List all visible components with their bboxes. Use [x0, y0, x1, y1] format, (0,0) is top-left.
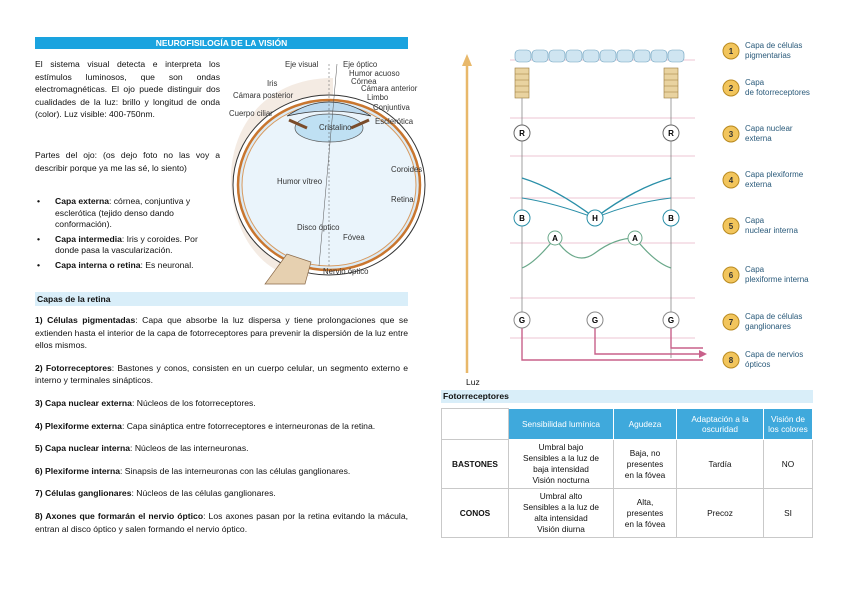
list-item [35, 362, 408, 387]
cell-agudeza: Alta, presentes en la fóvea [614, 489, 677, 538]
list-item [35, 420, 408, 433]
layer-legend-3 [723, 124, 793, 143]
retina-section-header: Capas de la retina [35, 292, 408, 306]
layer-desc: : Núcleos de las interneuronas. [130, 443, 249, 454]
svg-text:de fotorreceptores: de fotorreceptores [745, 88, 810, 97]
row-name: CONOS [442, 489, 509, 538]
list-item [35, 397, 408, 410]
label-humor-acuoso: Humor acuoso [349, 69, 400, 78]
label-limbo: Limbo [367, 93, 389, 102]
layer-legend-5 [723, 216, 798, 235]
label-humor-vitreo: Humor vítreo [277, 177, 323, 186]
label-fovea: Fóvea [343, 233, 365, 242]
label-iris: Iris [267, 79, 278, 88]
layer-label: 3) Capa nuclear externa [35, 397, 132, 408]
label-eje-optico: Eje óptico [343, 60, 378, 69]
cell-b-right: B [668, 214, 674, 223]
list-item [35, 314, 408, 352]
parts-intro-paragraph: Partes del ojo: (os dejo foto no las voy a describir porque ya me las sé, lo siento) [35, 150, 220, 173]
cell-b-left: B [519, 214, 525, 223]
svg-text:7: 7 [728, 318, 734, 327]
layer-desc: : Bastones y conos, consisten en un cuerpo celular, un segmento externo e interno y terminales sinápticos. [35, 362, 408, 386]
layer-desc: : Los axones pasan por la retina evitando la mácula, entran al disco óptico y salen formando el nervio óptico. [35, 510, 408, 534]
svg-text:Capa: Capa [745, 216, 765, 225]
header-sensibilidad: Sensibilidad lumínica [509, 409, 614, 440]
cell-vision-colores: NO [764, 440, 813, 489]
cell-agudeza: Baja, no presentes en la fóvea [614, 440, 677, 489]
eye-diagram [225, 58, 423, 284]
label-esclerotica: Esclerótica [375, 117, 414, 126]
table-header-row [442, 409, 813, 440]
label-camara-anterior: Cámara anterior [361, 84, 418, 93]
svg-text:6: 6 [728, 271, 734, 280]
table-row [442, 489, 813, 538]
svg-text:pigmentarias: pigmentarias [745, 51, 791, 60]
bullet-icon: • [37, 259, 41, 270]
label-camara-posterior: Cámara posterior [233, 91, 294, 100]
eye-part-name: Capa intermedia [55, 233, 122, 244]
header-agudeza: Agudeza [614, 409, 677, 440]
svg-text:Capa: Capa [745, 265, 765, 274]
svg-text:Capa nuclear: Capa nuclear [745, 124, 793, 133]
eye-part-desc: : Es neuronal. [140, 259, 194, 270]
layer-label: 1) Células pigmentadas [35, 315, 136, 325]
bullet-icon: • [37, 196, 41, 206]
layer-legend-7 [723, 312, 802, 331]
header-vision-colores: Visión de los colores [764, 409, 813, 440]
cell-a-right: A [632, 234, 638, 243]
svg-text:Capa de células: Capa de células [745, 41, 803, 50]
list-item [35, 196, 220, 231]
layer-desc: : Sinapsis de las interneuronas con las células ganglionares. [120, 465, 351, 476]
row-name: BASTONES [442, 440, 509, 489]
list-item [35, 442, 408, 455]
cell-adaptacion: Precoz [677, 489, 764, 538]
svg-text:externa: externa [745, 134, 772, 143]
layer-label: 2) Fotorreceptores [35, 362, 112, 373]
retina-layers-list [35, 314, 408, 545]
layer-label: 5) Capa nuclear interna [35, 443, 131, 454]
svg-text:2: 2 [728, 84, 734, 93]
layer-desc: : Capa sináptica entre fotorreceptores e interneuronas de la retina. [121, 420, 376, 431]
cell-r-left: R [519, 129, 525, 138]
cell-g-3: G [667, 316, 675, 325]
cell-sensibilidad: Umbral alto Sensibles a la luz de alta intensidad Visión diurna [509, 489, 614, 538]
eye-part-name: Capa interna o retina [55, 259, 141, 270]
layer-desc: : Núcleos de los fotorreceptores. [131, 397, 256, 408]
layer-legend-8 [723, 350, 803, 369]
list-item [35, 260, 220, 272]
eye-part-desc: : Iris y coroides. Por donde pasa la vascularización. [55, 233, 198, 256]
header-adaptacion: Adaptación a la oscuridad [677, 409, 764, 440]
cell-h: H [592, 214, 598, 223]
layer-legend-6 [723, 265, 809, 284]
cell-vision-colores: SI [764, 489, 813, 538]
eye-part-desc: : córnea, conjuntiva y esclerótica (tejido denso dando conformación). [55, 196, 191, 230]
layer-label: 7) Células ganglionares [35, 488, 132, 499]
svg-text:4: 4 [728, 176, 734, 185]
header-empty [442, 409, 509, 440]
bullet-icon: • [37, 233, 41, 244]
layer-legend-1 [723, 41, 802, 60]
list-item [35, 465, 408, 478]
svg-text:3: 3 [728, 130, 734, 139]
svg-text:externa: externa [745, 180, 772, 189]
label-cristalino: Cristalino [319, 123, 352, 132]
layer-label: 4) Plexiforme externa [35, 420, 122, 431]
svg-text:ganglionares: ganglionares [745, 322, 791, 331]
label-eje-visual: Eje visual [285, 60, 319, 69]
label-disco-optico: Disco óptico [297, 223, 340, 232]
cell-a-left: A [552, 234, 558, 243]
svg-text:ópticos: ópticos [745, 360, 771, 369]
light-label: Luz [466, 377, 480, 387]
label-retina: Retina [391, 195, 414, 204]
layer-desc: : Núcleos de las células ganglionares. [131, 488, 276, 499]
cell-g-2: G [591, 316, 599, 325]
eye-parts-list [35, 196, 220, 275]
label-cornea: Córnea [351, 77, 377, 86]
label-cuerpo-ciliar: Cuerpo ciliar [229, 109, 273, 118]
svg-text:Capa de células: Capa de células [745, 312, 803, 321]
layer-label: 6) Plexiforme interna [35, 465, 121, 476]
label-coroides: Coroides [391, 165, 423, 174]
svg-text:plexiforme interna: plexiforme interna [745, 275, 809, 284]
layer-label: 8) Axones que formarán el nervio óptico [35, 510, 204, 521]
table-row [442, 440, 813, 489]
cell-g-1: G [518, 316, 526, 325]
photoreceptors-table [441, 408, 813, 538]
svg-text:nuclear interna: nuclear interna [745, 226, 798, 235]
svg-text:Capa plexiforme: Capa plexiforme [745, 170, 804, 179]
layer-desc: : Capa que absorbe la luz dispersa y tiene prolongaciones que se extienden hasta el interior de la capa de fotorreceptores para prevenir la dispersión de la luz entre ellos mismos. [35, 315, 408, 351]
svg-text:Capa de nervios: Capa de nervios [745, 350, 804, 359]
label-conjuntiva: Conjuntiva [373, 103, 410, 112]
svg-text:Capa: Capa [745, 78, 765, 87]
list-item [35, 487, 408, 500]
layer-legend-2 [723, 78, 810, 97]
list-item [35, 510, 408, 535]
cell-adaptacion: Tardía [677, 440, 764, 489]
page-title: NEUROFISILOGÍA DE LA VISIÓN [35, 37, 408, 49]
cell-sensibilidad: Umbral bajo Sensibles a la luz de baja intensidad Visión nocturna [509, 440, 614, 489]
layer-legend-4 [723, 170, 804, 189]
photoreceptors-header: Fotorreceptores [441, 390, 813, 403]
eye-part-name: Capa externa [55, 196, 109, 206]
cell-r-right: R [668, 129, 674, 138]
list-item [35, 234, 220, 257]
svg-text:1: 1 [728, 47, 734, 56]
intro-paragraph: El sistema visual detecta e interpreta los estímulos luminosos, que son ondas electromagnéticas. El ojo puede distinguir dos cualidades de la luz: brillo y longitud de onda (color). Luz visible: 400-750nm. [35, 59, 220, 120]
label-nervio-optico: Nervio óptico [323, 267, 369, 276]
svg-text:5: 5 [728, 222, 734, 231]
svg-text:8: 8 [728, 356, 734, 365]
retina-diagram [455, 38, 835, 378]
